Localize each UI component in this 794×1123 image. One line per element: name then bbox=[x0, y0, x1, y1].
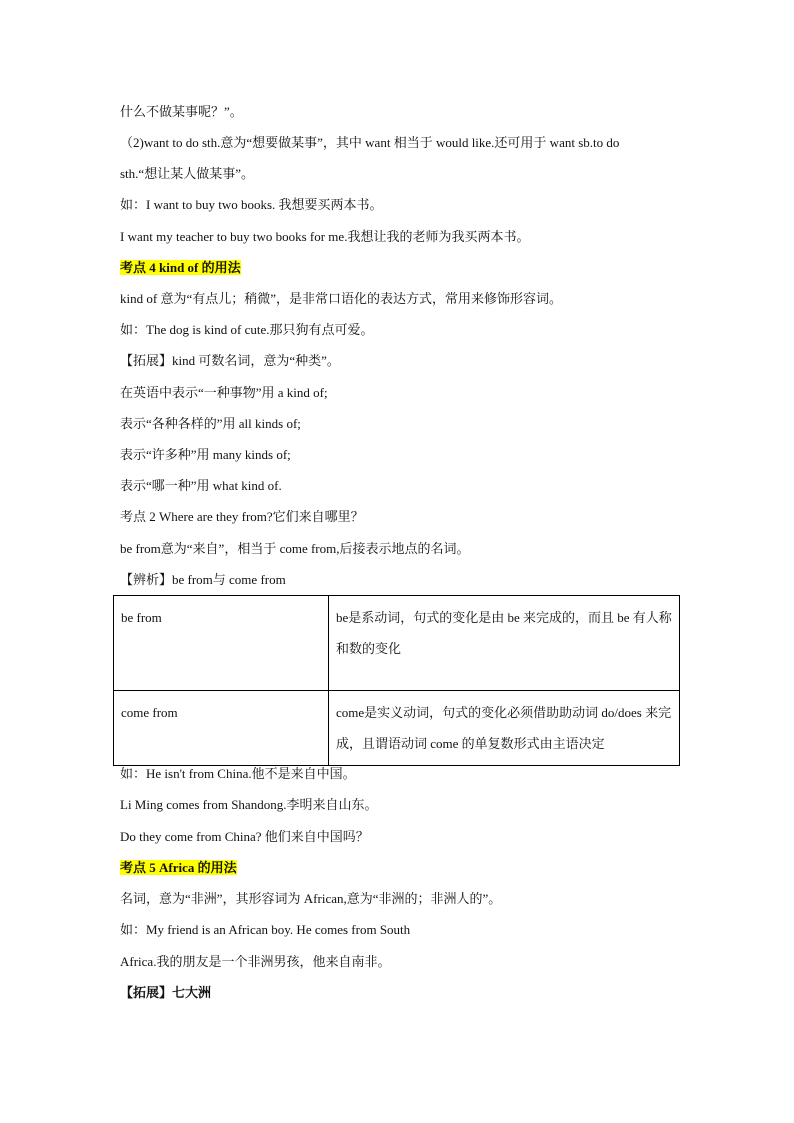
table-row bbox=[114, 596, 680, 691]
extension-line: 【拓展】七大洲 bbox=[120, 985, 212, 1000]
text-line: 在英语中表示“一种事物”用 a kind of; bbox=[120, 385, 328, 400]
extension-line: 【拓展】kind 可数名词，意为“种类”。 bbox=[120, 353, 340, 368]
table-cell-term: be from bbox=[114, 596, 329, 691]
text-line: 表示“各种各样的”用 all kinds of; bbox=[120, 416, 301, 431]
table-row bbox=[114, 691, 680, 766]
analysis-line: 【辨析】be from与 come from bbox=[120, 572, 286, 587]
text-line: be from意为“来自”，相当于 come from,后接表示地点的名词。 bbox=[120, 541, 470, 556]
comparison-table bbox=[113, 595, 680, 766]
table-cell-desc: be是系动词，句式的变化是由 be 来完成的，而且 be 有人称和数的变化 bbox=[329, 596, 680, 691]
section-heading bbox=[120, 859, 682, 877]
example-line: 如：I want to buy two books. 我想要买两本书。 bbox=[120, 197, 383, 212]
example-line: I want my teacher to buy two books for me.我想让我的老师为我买两本书。 bbox=[120, 229, 530, 244]
text-line: sth.“想让某人做某事”。 bbox=[120, 166, 254, 181]
text-line: 表示“哪一种”用 what kind of. bbox=[120, 478, 282, 493]
example-line: 如：My friend is an African boy. He comes from South bbox=[120, 922, 411, 937]
section-heading: 考点 2 Where are they from?它们来自哪里？ bbox=[120, 509, 364, 524]
example-line: Africa.我的朋友是一个非洲男孩，他来自南非。 bbox=[120, 954, 391, 969]
text-line: 表示“许多种”用 many kinds of; bbox=[120, 447, 291, 462]
text-line: kind of 意为“有点儿；稍微”，是非常口语化的表达方式，常用来修饰形容词。 bbox=[120, 291, 562, 306]
example-line: Li Ming comes from Shandong.李明来自山东。 bbox=[120, 797, 378, 812]
example-line: Do they come from China? 他们来自中国吗？ bbox=[120, 829, 369, 844]
example-line: 如：He isn't from China.他不是来自中国。 bbox=[120, 766, 356, 781]
table-cell-desc: come是实义动词，句式的变化必须借助助动词 do/does 来完成，且谓语动词 come 的单复数形式由主语决定 bbox=[329, 691, 680, 766]
text-line: 名词，意为“非洲”，其形容词为 African,意为“非洲的；非洲人的”。 bbox=[120, 891, 502, 906]
text-line: （2)want to do sth.意为“想要做某事”，其中 want 相当于 would like.还可用于 want sb.to do bbox=[120, 135, 620, 150]
section-heading bbox=[120, 259, 682, 277]
highlighted-heading-text: 考点 5 Africa 的用法 bbox=[120, 860, 237, 875]
text-line: 什么不做某事呢？”。 bbox=[120, 104, 243, 119]
table-cell-term: come from bbox=[114, 691, 329, 766]
example-line: 如：The dog is kind of cute.那只狗有点可爱。 bbox=[120, 322, 374, 337]
highlighted-heading-text: 考点 4 kind of 的用法 bbox=[120, 260, 241, 275]
